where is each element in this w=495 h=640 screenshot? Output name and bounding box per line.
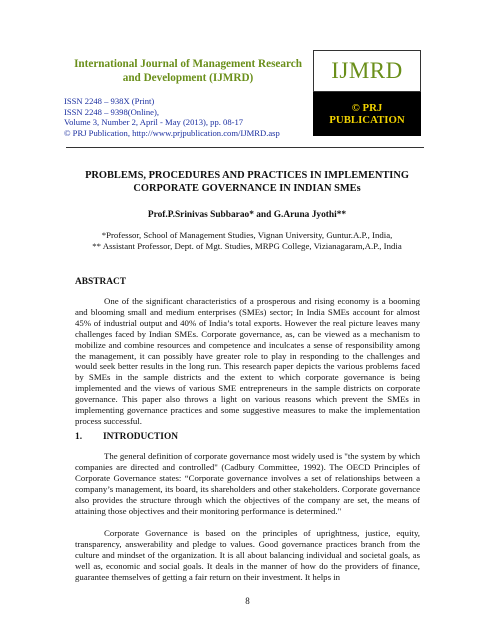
abstract-heading: ABSTRACT xyxy=(75,277,127,287)
header-divider xyxy=(66,147,424,148)
publisher-badge-line2: PUBLICATION xyxy=(329,114,405,126)
authors: Prof.P.Srinivas Subbarao* and G.Aruna Jyothi** xyxy=(147,210,347,220)
volume-info: Volume 3, Number 2, April - May (2013), pp. 08-17 xyxy=(64,117,244,128)
affiliation-2: ** Assistant Professor, Dept. of Mgt. Studies, MRPG College, Vizianagaram,A.P., India xyxy=(92,241,402,252)
affiliations xyxy=(62,230,432,252)
journal-logo xyxy=(313,50,421,92)
section-title: INTRODUCTION xyxy=(103,432,179,442)
publisher-badge xyxy=(313,92,421,136)
paper-title: PROBLEMS, PROCEDURES AND PRACTICES IN IMPLEMENTING CORPORATE GOVERNANCE IN INDIAN SMEs xyxy=(85,170,409,194)
logo-text: IJMRD xyxy=(331,58,403,83)
section-number: 1. xyxy=(75,432,83,442)
page-number: 8 xyxy=(245,596,250,606)
abstract-text: One of the significant characteristics of a prosperous and rising economy is a booming and blooming small and medium enterprises (SMEs) sector; In India SMEs account for almost 45% of industrial output and 40% of India’s total exports. However the real picture leaves many challenges faced by Indian SMEs. Corporate governance, as, can be viewed as a mechanism to mobilize and combine resources and competence and inculcates a sense of responsibility among the management, it can possibly have greater role to play in responding to the challenges and would seek better results in the long run. This research paper depicts the various problems faced by SMEs in the sample districts and the extent to which corporate governance is being implemented and the views of various SME entrepreneurs in the sample districts on corporate governance. This paper also throws a light on various reasons which prevent the SMEs in implementing governance practices and some suggestive measures to make the implementation process successful. xyxy=(75,296,420,426)
publisher-badge-line1: © PRJ xyxy=(351,101,383,114)
intro-paragraph-1: The general definition of corporate governance most widely used is "the system by which companies are directed and controlled" (Cadbury Committee, 1992). The OECD Principles of Corporate Governance states: “Corporate governance involves a set of relationships between a company’s management, its board, its shareholders and other stakeholders. Corporate governance also provides the structure through which the objectives of the company are set, the means of attaining those objectives and their monitoring performance is determined." xyxy=(75,451,420,516)
journal-title: International Journal of Management Research and Development (IJMRD) xyxy=(74,58,302,84)
introduction-heading xyxy=(75,432,178,442)
intro-paragraph-2: Corporate Governance is based on the principles of uprightness, justice, equity, transparency, answerability and pledge to values. Good governance practices branch from the culture and mindset of the organization. It is all about balancing individual and societal goals, as well as, economic and social goals. It deals in the manner of how do the providers of finance, guarantee themselves of getting a fair return on their investment. It helps in xyxy=(75,528,420,582)
issn-block xyxy=(64,96,324,138)
issn-print: ISSN 2248 – 938X (Print) xyxy=(64,96,155,106)
publisher-line: © PRJ Publication, http://www.prjpublication.com/IJMRD.asp xyxy=(64,127,280,138)
issn-online: ISSN 2248 – 9398(Online), xyxy=(64,106,160,117)
affiliation-1: *Professor, School of Management Studies, Vignan University, Guntur.A.P., India, xyxy=(101,230,393,240)
